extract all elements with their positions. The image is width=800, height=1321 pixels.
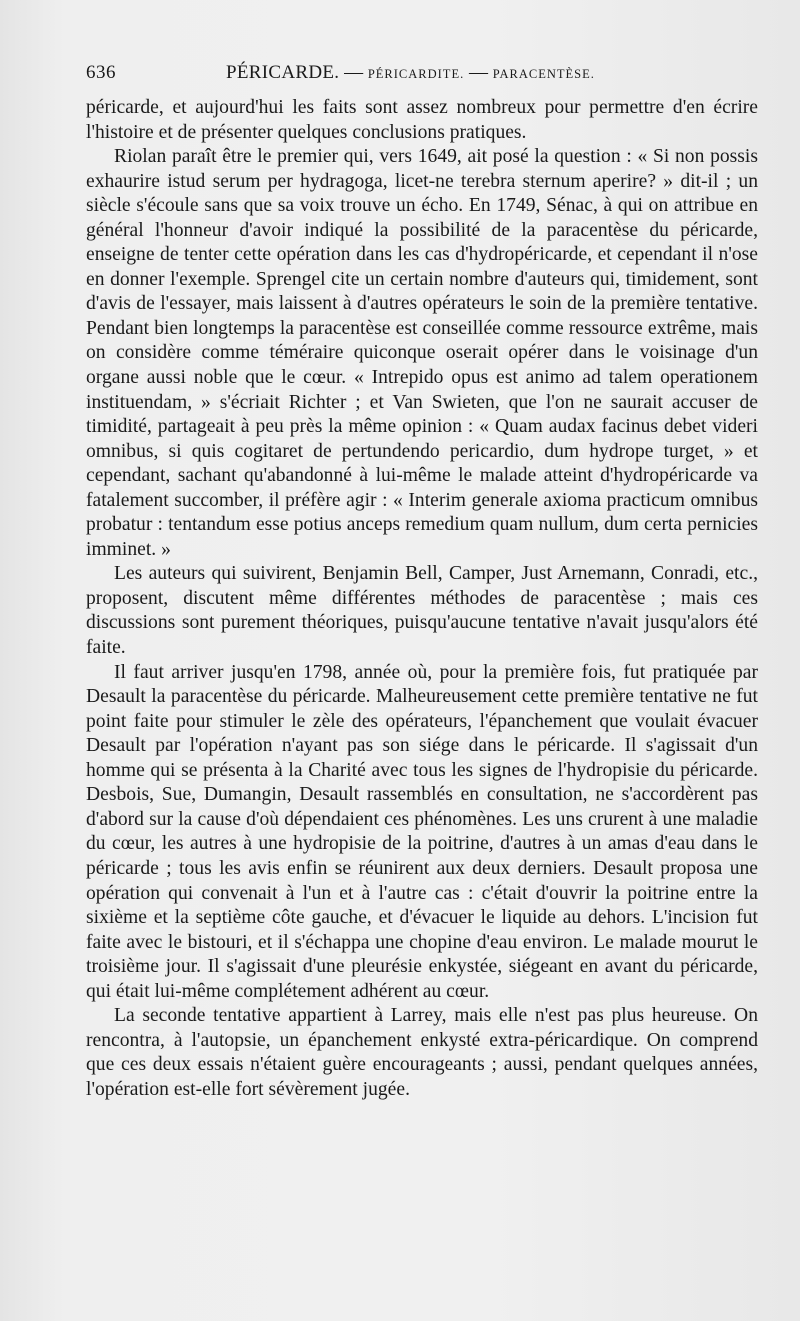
running-head-separator: — [464, 62, 493, 83]
page-number: 636 [86, 62, 116, 83]
running-head-subtitle-2: PARACENTÈSE. [492, 67, 595, 81]
paragraph-desault: Il faut arriver jusqu'en 1798, année où, pour la première fois, fut pratiquée par Desault la paracentèse du péricarde. Malheureusement cette première tentative ne fut point faite pour stimuler le zèle des opérateurs, l'épanchement que voulait évacuer Desault par l'opération n'ayant pas son siége dans le péricarde. Il s'agissait d'un homme qui se présenta à la Charité avec tous les signes de l'hydropisie du péricarde. Desbois, Sue, Dumangin, Desault rassemblés en consultation, ne s'accordèrent pas d'abord sur la cause d'où dépendaient ces phénomènes. Les uns crurent à une maladie du cœur, les autres à une hydropisie de la poitrine, d'autres à un amas d'eau dans le péricarde ; tous les avis enfin se réunirent aux deux derniers. Desault proposa une opération qui convenait à l'un et à l'autre cas : c'était d'ouvrir la poitrine entre la sixième et la septième côte gauche, et d'évacuer le liquide au dehors. L'incision fut faite avec le bistouri, et il s'échappa une chopine d'eau environ. Le malade mourut le troisième jour. Il s'agissait d'une pleurésie enkystée, siégeant en avant du péricarde, qui était lui-même complétement adhérent au cœur. [86, 661, 758, 1002]
page-header [86, 62, 766, 90]
body-text [86, 96, 758, 1102]
running-head-subtitle-1: PÉRICARDITE. [367, 67, 465, 81]
paragraph-larrey: La seconde tentative appartient à Larrey, mais elle n'est pas plus heureuse. On rencontra, à l'autopsie, un épanchement enkysté extra-péricardique. On comprend que ces deux essais n'étaient guère encourageants ; aussi, pendant quelques années, l'opération est-elle fort sévèrement jugée. [86, 1005, 758, 1100]
paragraph-continuation: péricarde, et aujourd'hui les faits sont assez nombreux pour permettre d'en écrire l'histoire et de présenter quelques conclusions pratiques. [86, 97, 758, 143]
running-head [226, 62, 595, 84]
paragraph-riolan: Riolan paraît être le premier qui, vers 1649, ait posé la question : « Si non possis exhaurire istud serum per hydragoga, licet-ne terebra sternum aperire? » dit-il ; un siècle s'écoule sans que sa voix trouve un écho. En 1749, Sénac, à qui on attribue en général l'honneur d'avoir indiqué la possibilité de la paracentèse du péricarde, enseigne de tenter cette opération dans les cas d'hydropéricarde, et cependant il n'ose en donner l'exemple. Sprengel cite un certain nombre d'auteurs qui, timidement, sont d'avis de l'essayer, mais laissent à d'autres opérateurs le soin de la première tentative. Pendant bien longtemps la paracentèse est conseillée comme ressource extrême, mais on considère comme téméraire quiconque oserait opérer dans le voisinage d'un organe aussi noble que le cœur. « Intrepido opus est animo ad talem operationem instituendam, » s'écriait Richter ; et Van Swieten, que l'on ne saurait accuser de timidité, partageait à peu près la même opinion : « Quam audax facinus debet videri omnibus, si quis cogitaret de pertundendo pericardio, dum hydrope turget, » et cependant, sachant qu'abandonné à lui-même le malade atteint d'hydropéricarde va fatalement succomber, il préfère agir : « Interim generale axioma practicum omnibus probatur : tentandum esse potius anceps remedium quam nullum, dum certa pernicies imminet. » [86, 146, 758, 560]
running-head-title: PÉRICARDE. [226, 62, 340, 83]
paragraph-auteurs: Les auteurs qui suivirent, Benjamin Bell, Camper, Just Arnemann, Conradi, etc., proposent, discutent même différentes méthodes de paracentèse ; mais ces discussions sont purement théoriques, puisqu'aucune tentative n'avait jusqu'alors été faite. [86, 563, 758, 659]
running-head-separator: — [339, 62, 368, 83]
